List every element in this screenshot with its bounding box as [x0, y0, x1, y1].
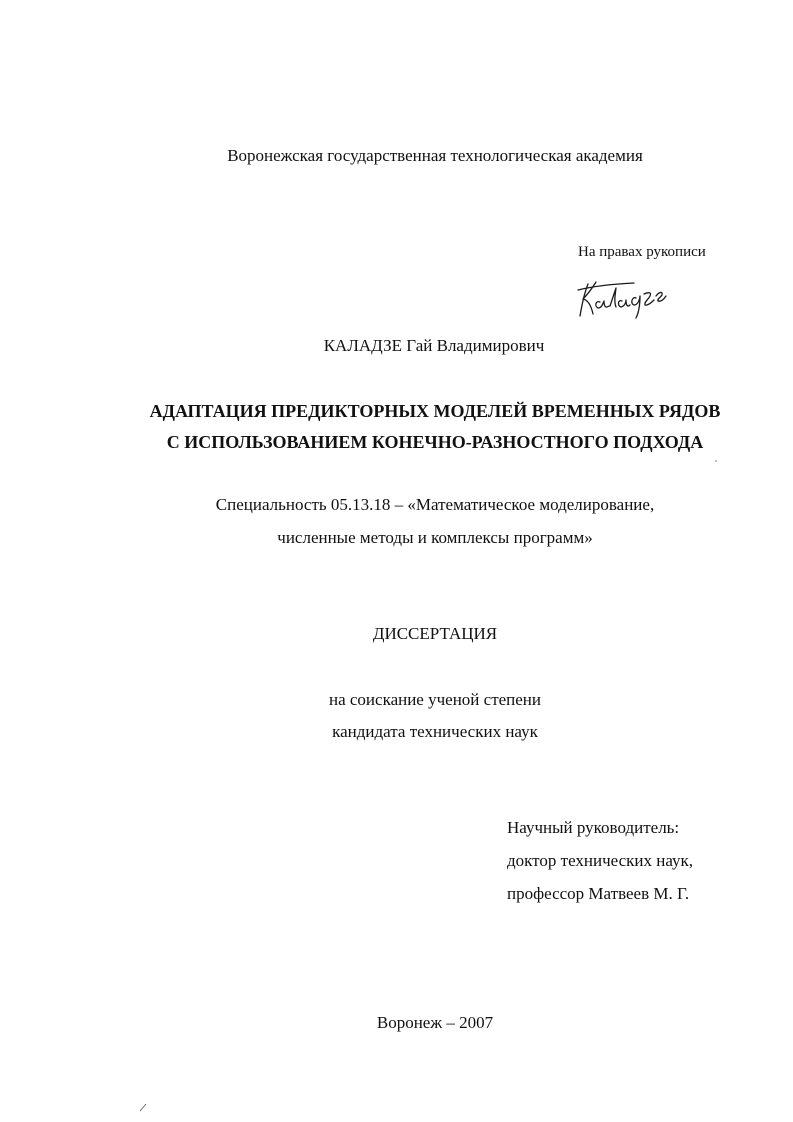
scan-dot: [715, 460, 717, 462]
supervisor-heading: Научный руководитель:: [507, 818, 680, 837]
author-signature: [574, 272, 670, 324]
organization-name: Воронежская государственная технологическая академия: [227, 146, 643, 165]
dissertation-title-line-2: С ИСПОЛЬЗОВАНИЕМ КОНЕЧНО-РАЗНОСТНОГО ПОДХОДА: [166, 432, 704, 452]
city-and-year: Воронеж – 2007: [376, 1013, 494, 1032]
degree-line-1: на соискание ученой степени: [328, 690, 542, 709]
specialty-line-1: Специальность 05.13.18 – «Математическое моделирование,: [215, 495, 655, 514]
specialty-line-2: численные методы и комплексы программ»: [277, 528, 593, 547]
dissertation-title-line-1: АДАПТАЦИЯ ПРЕДИКТОРНЫХ МОДЕЛЕЙ ВРЕМЕННЫХ РЯДОВ: [149, 401, 721, 421]
author-name: КАЛАДЗЕ Гай Владимирович: [323, 336, 545, 355]
supervisor-degree: доктор технических наук,: [507, 851, 694, 870]
manuscript-rights-note: На правах рукописи: [578, 244, 706, 260]
supervisor-name: профессор Матвеев М. Г.: [507, 884, 690, 903]
degree-line-2: кандидата технических наук: [332, 722, 538, 741]
scan-mark: [140, 1104, 146, 1111]
work-type: ДИССЕРТАЦИЯ: [372, 624, 498, 643]
